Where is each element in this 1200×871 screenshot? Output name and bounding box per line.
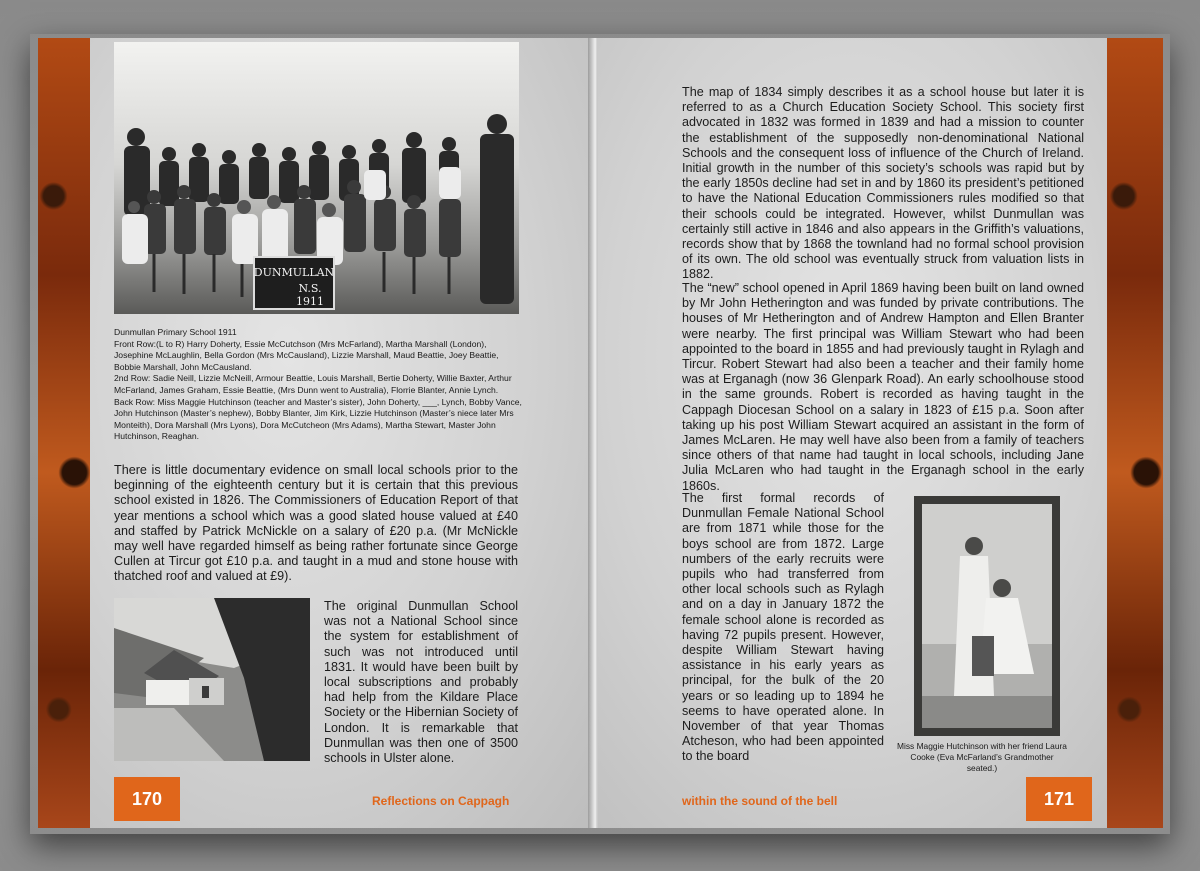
left-paragraph-1: There is little documentary evidence on small local schools prior to the beginning of the eighteenth century but it is certain that this previous school existed in 1826. The Commissioners of Education Report of that year mentions a school which was a good slated house valued at £40 and staffed by Patrick McNickle on a salary of £20 p.a. (Mr McNickle may well have regarded himself as being rather fortunate since George Cullen at Tircur got £10 p.a. and taught in a mud and stone house with thatched roof and valued at £9). (114, 463, 518, 584)
maggie-hutchinson-image (914, 496, 1060, 736)
maggie-hutchinson-photo (914, 496, 1060, 736)
left-page (38, 38, 593, 828)
caption-front-row: Front Row:(L to R) Harry Doherty, Essie McCutchson (Mrs McFarland), Martha Marshall (London), Josephine McLaughlin, Bella Gordon (Mrs McCausland), Lizzie Marshall, Maud Beattie, Joey Beattie, Bobbie Marshall, John McCausland. (114, 338, 499, 372)
right-page (598, 38, 1163, 828)
maggie-photo-caption: Miss Maggie Hutchinson with her friend Laura Cooke (Eva McFarland’s Grandmother seated.) (897, 741, 1067, 773)
right-rust-border (1107, 38, 1163, 828)
old-schoolhouse-image (114, 598, 310, 761)
class-photo-image (114, 42, 519, 314)
old-schoolhouse-photo (114, 598, 310, 761)
page-number-170: 170 (114, 777, 180, 821)
right-running-title: within the sound of the bell (682, 794, 838, 808)
caption-title: Dunmullan Primary School 1911 (114, 327, 237, 337)
photo-sign-line2: N.S. (298, 282, 322, 295)
class-photo-caption (114, 327, 522, 443)
right-paragraph-3: The first formal records of Dunmullan Female National School are from 1871 while those for the boys school are from 1872. Large numbers of the early recruits were pupils who had transferred from other local schools such as Rylagh and on a day in January 1872 the female school alone is recorded as having 72 pupils present. However, despite William Stewart having assistance in his early years as principal, for the bulk of the 20 years or so leading up to 1894 he seems to have operated alone. In November of that year Thomas Atcheson, who had been appointed to the board (682, 491, 884, 764)
photo-sign-line3: 1911 (296, 295, 324, 308)
page-number-171: 171 (1026, 777, 1092, 821)
left-running-title: Reflections on Cappagh (372, 794, 510, 808)
left-rust-border (38, 38, 90, 828)
caption-back-row: Back Row: Miss Maggie Hutchinson (teacher and Master’s sister), John Doherty, ___, Lynch, Bobby Vance, John Hutchinson (Master’s nephew), Bobby Blanter, Jim Kirk, Lizzie Hutchinson (Master’s niece later Mrs Monteith), Dora Marshall (Mrs Lyons), Dora McCutcheon (Mrs Adams), Martha Stewart, Master John Hutchinson, Reaghan. (114, 396, 522, 442)
right-paragraph-1: The map of 1834 simply describes it as a school house but later it is referred to as a Church Education Society School. This society first advocated in 1832 was formed in 1839 and had a mission to counter the establishment of the supposedly non-denominational National Schools and the consequent loss of influence of the Church of Ireland. Initial growth in the number of this society’s schools was rapid but by the early 1850s decline had set in and by 1860 its president’s petitioned to have the National Education Commissioners rules modified so that their schools could be integrated. However, whilst Dunmullan was certainly still active in 1846 and also appears in the Griffith’s valuations, records show that by 1868 the townland had no formal school provision of its own. The old school was eventually struck from valuation lists in 1882. (682, 85, 1084, 282)
caption-second-row: 2nd Row: Sadie Neill, Lizzie McNeill, Armour Beattie, Louis Marshall, Bertie Doherty, Willie Baxter, Arthur McFarland, James Graham, Essie Beattie, (Mrs Dunn went to Australia), Florrie Blanter, Annie Lynch. (114, 373, 512, 395)
class-photo-1911 (114, 42, 519, 314)
photo-sign-line1: DUNMULLAN (253, 266, 335, 279)
right-paragraph-2: The “new” school opened in April 1869 having been built on land owned by Mr John Hetherington and was funded by private contributions. The houses of Mr Hetherington and of Andrew Hampton and Ellen Branter were nearby. The first principal was William Stewart who had been appointed to the board in 1855 and had previously taught in Rylagh and Tircur. Robert Stewart had also been a teacher and their family home was at Erganagh (now 36 Glenpark Road). An early schoolhouse stood in the same grounds. Robert is recorded as having taught in the Cappagh Diocesan School on a salary in 1823 of £15 p.a. Soon after taking up his post William Stewart acquired an assistant in the form of James McLaren. He may well have also been from a family of teachers since others of that name had taught in local schools, including Jane Julia McLaren who had taught in the Erganagh school in the early 1860s. (682, 281, 1084, 493)
left-paragraph-2: The original Dunmullan School was not a National School since the system for establishment of such was not introduced until 1831. It would have been built by local subscriptions and probably had help from the Kildare Place Society or the Hibernian Society of London. It is remarkable that Dunmullan was then one of 3500 schools in Ulster alone. (324, 599, 518, 766)
